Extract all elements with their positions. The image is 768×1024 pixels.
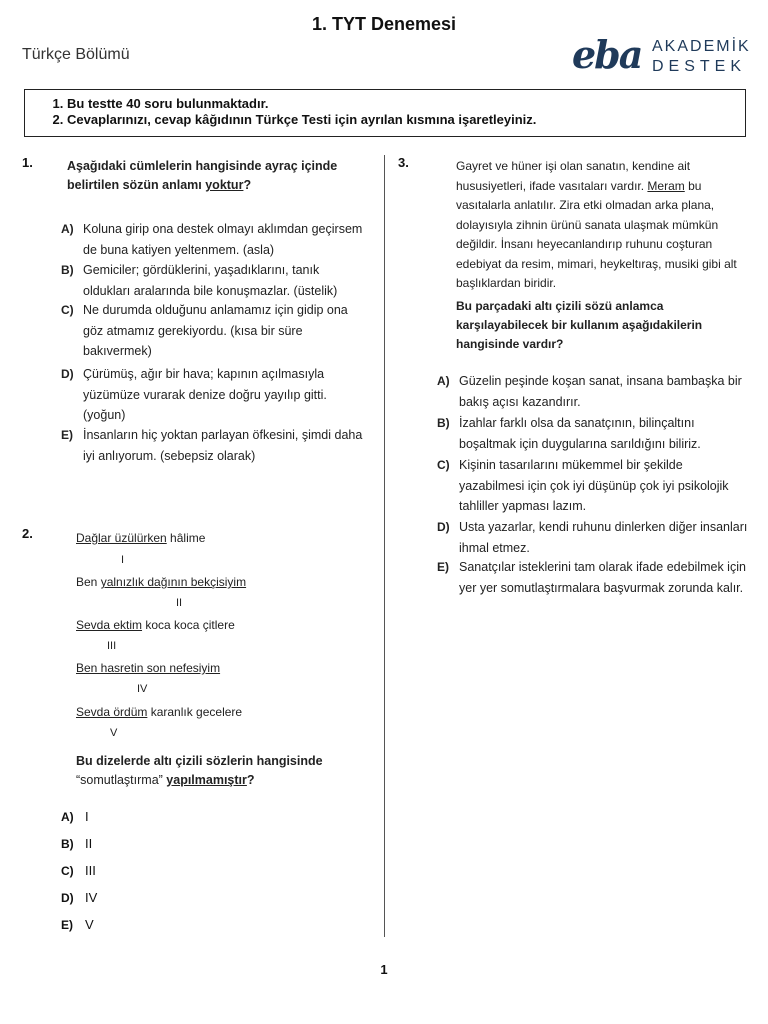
- page-title: 1. TYT Denemesi: [311, 14, 457, 34]
- stem-text: Bu dizelerde altı çizili sözlerin hangisinde: [76, 754, 323, 768]
- option-label: E): [61, 428, 73, 442]
- roman-marker: IV: [137, 683, 148, 695]
- stem-text: ?: [246, 773, 255, 787]
- column-divider: [384, 155, 385, 937]
- q2-option-b[interactable]: [61, 836, 92, 851]
- option-text: Güzelin peşinde koşan sanat, insana bambaşka bir bakış açısı kazandırır.: [459, 374, 742, 409]
- stem-text: ?: [243, 178, 252, 192]
- option-text: II: [85, 836, 93, 851]
- question-1-number: 1.: [22, 155, 33, 170]
- q1-option-e[interactable]: [61, 425, 369, 466]
- option-text: İnsanların hiç yoktan parlayan öfkesini, şimdi daha iyi anlıyorum. (sebepsiz olarak): [83, 428, 363, 463]
- option-label: A): [61, 222, 74, 236]
- line-text: hâlime: [166, 531, 206, 545]
- q1-option-c[interactable]: [61, 300, 369, 362]
- option-label: E): [437, 560, 449, 574]
- option-text: IV: [85, 890, 98, 905]
- passage-text: bu vasıtalarla anlatılır. Zira etki olmadan arka plana, dolayısıyla zihnin ürünü sanata ulaşmak mümkün değildir. İnsanı heyecanlandırıp ruhunu coşturan edebiyat da resim, mimari, heykeltıraş, musiki gibi alt başlıklardan biridir.: [456, 178, 737, 290]
- instruction-item: 1. Bu testte 40 soru bulunmaktadır.: [67, 96, 745, 112]
- question-1-stem: [67, 157, 365, 195]
- stem-text: Aşağıdaki cümlelerin hangisinde ayraç içinde belirtilen sözün anlamı: [67, 159, 338, 192]
- option-label: E): [61, 918, 73, 932]
- logo: [572, 32, 752, 80]
- option-label: C): [61, 303, 74, 317]
- roman-marker: III: [107, 640, 117, 652]
- q2-option-e[interactable]: [61, 917, 94, 932]
- passage-text: Gayret ve hüner işi olan sanatın, kendine ait hususiyetleri, ifade vasıtaları vardır.: [456, 159, 691, 193]
- page-number: 1: [380, 962, 388, 977]
- option-label: A): [61, 810, 74, 824]
- roman-marker: II: [176, 597, 183, 609]
- q3-option-d[interactable]: [437, 517, 749, 558]
- option-text: İzahlar farklı olsa da sanatçının, bilinçaltını boşaltmak için duygularına sarıldığını biliriz.: [459, 416, 701, 451]
- logo-mark: eba: [572, 32, 642, 77]
- underlined-phrase: Sevda ektim: [76, 618, 143, 632]
- option-label: D): [61, 891, 74, 905]
- q1-option-d[interactable]: [61, 364, 369, 426]
- option-label: B): [61, 263, 74, 277]
- section-title: Türkçe Bölümü: [22, 46, 130, 63]
- instruction-item: 2. Cevaplarınızı, cevap kâğıdının Türkçe Testi için ayrılan kısmına işaretleyiniz.: [67, 112, 745, 128]
- poem-line: [76, 618, 235, 632]
- stem-emphasis: yapılmamıştır: [166, 773, 247, 787]
- option-label: B): [61, 837, 74, 851]
- option-text: Kişinin tasarılarını mükemmel bir şekilde yazabilmesi için çok iyi düşünüp çok iyi psikolojik tahliller yapması lazım.: [459, 458, 729, 513]
- option-text: V: [85, 917, 94, 932]
- option-label: C): [61, 864, 74, 878]
- stem-emphasis: yoktur: [205, 178, 244, 192]
- option-label: A): [437, 374, 450, 388]
- instructions-box: [24, 89, 746, 137]
- q2-option-c[interactable]: [61, 863, 96, 878]
- roman-marker: V: [110, 727, 118, 739]
- option-label: C): [437, 458, 450, 472]
- question-3-number: 3.: [398, 155, 409, 170]
- option-text: Sanatçılar isteklerini tam olarak ifade edebilmek için yer yer somutlaştırmalara başvurmak zorunda kalır.: [459, 560, 746, 595]
- q3-option-c[interactable]: [437, 455, 749, 517]
- question-2-number: 2.: [22, 526, 33, 541]
- poem-line: [76, 531, 205, 545]
- option-text: Koluna girip ona destek olmayı aklımdan geçirsem de buna katiyen yeltenmem. (asla): [83, 222, 363, 257]
- logo-word-2: DESTEK: [652, 58, 747, 75]
- underlined-phrase: yalnızlık dağının bekçisiyim: [100, 575, 247, 589]
- line-text: karanlık gecelere: [147, 705, 243, 719]
- option-label: D): [61, 367, 74, 381]
- poem-line: [76, 575, 246, 589]
- option-text: III: [85, 863, 96, 878]
- question-3-passage: [456, 157, 746, 294]
- roman-marker: I: [121, 554, 125, 566]
- line-text: koca koca çitlere: [142, 618, 235, 632]
- underlined-phrase: Dağlar üzülürken: [76, 531, 167, 545]
- option-text: Ne durumda olduğunu anlamamız için gidip ona göz atmamız gerekiyordu. (kısa bir süre bakıvermek): [83, 303, 348, 358]
- option-text: Usta yazarlar, kendi ruhunu dinlerken diğer insanları ihmal etmez.: [459, 520, 748, 555]
- underlined-phrase: Sevda ördüm: [76, 705, 148, 719]
- question-3-stem: Bu parçadaki altı çizili sözü anlamca karşılayabilecek bir kullanım aşağıdakilerin hangisinde vardır?: [456, 299, 703, 351]
- option-label: B): [437, 416, 450, 430]
- q3-option-e[interactable]: [437, 557, 749, 598]
- q3-option-b[interactable]: [437, 413, 749, 454]
- q1-option-b[interactable]: [61, 260, 369, 301]
- option-text: I: [85, 809, 89, 824]
- poem-line: [76, 661, 220, 675]
- option-text: Çürümüş, ağır bir hava; kapının açılmasıyla yüzümüze vurarak denize doğru yayılıp gitti. (yoğun): [83, 367, 327, 422]
- q3-option-a[interactable]: [437, 371, 749, 412]
- logo-word-1: AKADEMİK: [652, 38, 751, 55]
- q1-option-a[interactable]: [61, 219, 369, 260]
- underlined-phrase: Ben hasretin son nefesiyim: [76, 661, 221, 675]
- poem-line: [76, 705, 242, 719]
- q2-option-a[interactable]: [61, 809, 89, 824]
- option-text: Gemiciler; gördüklerini, yaşadıklarını, tanık oldukları aralarında bile konuşmazlar. (üstelik): [83, 263, 338, 298]
- option-label: D): [437, 520, 450, 534]
- q2-option-d[interactable]: [61, 890, 97, 905]
- question-2-stem: [76, 752, 366, 790]
- line-text: Ben: [76, 575, 101, 589]
- stem-text: “somutlaştırma”: [76, 773, 167, 787]
- underlined-phrase: Meram: [647, 178, 685, 193]
